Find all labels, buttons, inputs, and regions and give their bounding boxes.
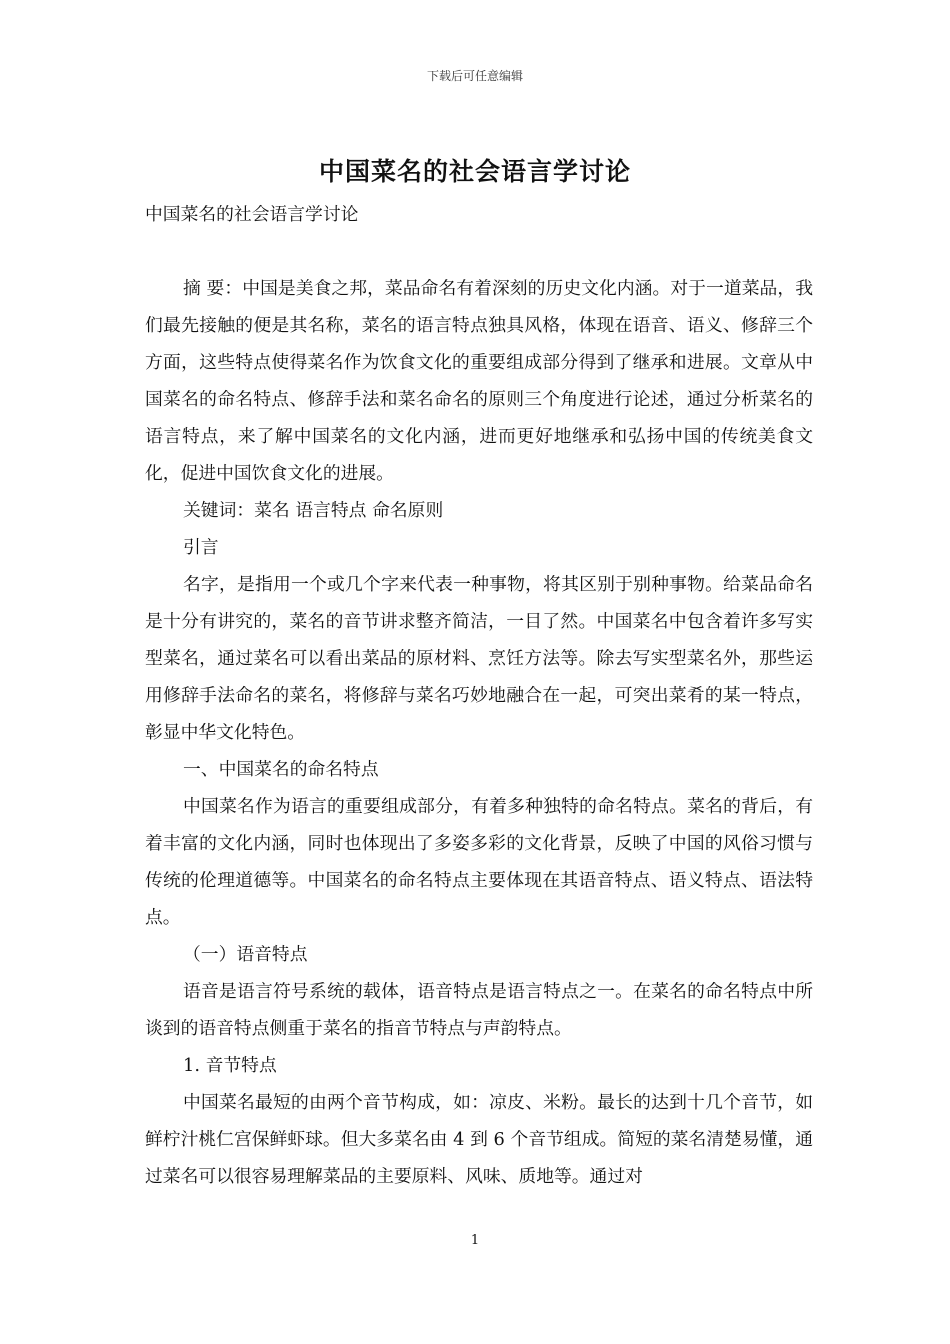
intro-paragraph: 名字，是指用一个或几个字来代表一种事物，将其区别于别种事物。给菜品命名是十分有讲究的，菜名的音节讲求整齐简洁，一目了然。中国菜名中包含着许多写实型菜名，通过菜名可以看出菜品的原材料、烹饪方法等。除去写实型菜名外，那些运用修辞手法命名的菜名，将修辞与菜名巧妙地融合在一起，可突出菜肴的某一特点，彰显中华文化特色。: [145, 574, 813, 743]
document-subtitle: 中国菜名的社会语言学讨论: [145, 204, 359, 225]
point-paragraph: 中国菜名最短的由两个音节构成，如：凉皮、米粉。最长的达到十几个音节，如鲜柠汁桃仁宫保鲜虾球。但大多菜名由 4 到 6 个音节组成。简短的菜名清楚易懂，通过菜名可以很容易理解菜品的主要原料、风味、质地等。通过对: [145, 1092, 813, 1187]
abstract-paragraph: 摘 要：中国是美食之邦，菜品命名有着深刻的历史文化内涵。对于一道菜品，我们最先接触的便是其名称，菜名的语言特点独具风格，体现在语音、语义、修辞三个方面，这些特点使得菜名作为饮食文化的重要组成部分得到了继承和进展。文章从中国菜名的命名特点、修辞手法和菜名命名的原则三个角度进行论述，通过分析菜名的语言特点，来了解中国菜名的文化内涵，进而更好地继承和弘扬中国的传统美食文化，促进中国饮食文化的进展。: [145, 278, 813, 484]
point-heading: 1. 音节特点: [183, 1055, 277, 1076]
page-header: 下载后可任意编辑: [426, 69, 523, 83]
keywords-line: 关键词：菜名 语言特点 命名原则: [183, 500, 444, 521]
subsection-paragraph: 语音是语言符号系统的载体，语音特点是语言特点之一。在菜名的命名特点中所谈到的语音特点侧重于菜名的指音节特点与声韵特点。: [145, 981, 813, 1039]
page-number: 1: [470, 1233, 480, 1248]
document-body: [145, 196, 813, 1195]
section-heading: 一、中国菜名的命名特点: [183, 759, 379, 780]
document-title: 中国菜名的社会语言学讨论: [318, 157, 631, 186]
subsection-heading: （一）语音特点: [183, 944, 308, 965]
section-paragraph: 中国菜名作为语言的重要组成部分，有着多种独特的命名特点。菜名的背后，有着丰富的文化内涵，同时也体现出了多姿多彩的文化背景，反映了中国的风俗习惯与传统的伦理道德等。中国菜名的命名特点主要体现在其语音特点、语义特点、语法特点。: [145, 796, 813, 928]
intro-heading: 引言: [183, 537, 219, 558]
